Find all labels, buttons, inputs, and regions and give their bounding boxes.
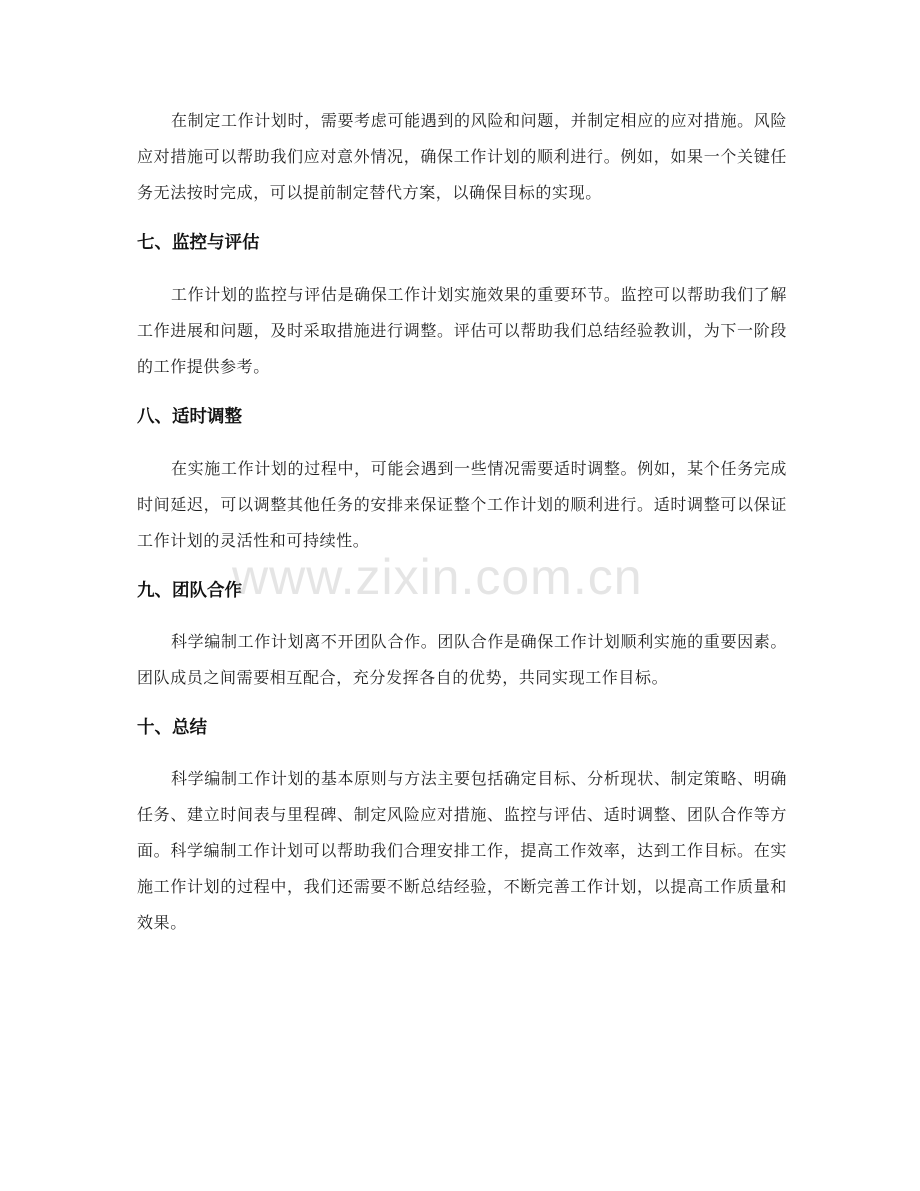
paragraph-monitoring-evaluation: 工作计划的监控与评估是确保工作计划实施效果的重要环节。监控可以帮助我们了解工作进展和问题，及时采取措施进行调整。评估可以帮助我们总结经验教训，为下一阶段的工作提供参考。 bbox=[137, 285, 787, 376]
heading-teamwork: 九、团队合作 bbox=[137, 581, 242, 601]
paragraph-timely-adjustment: 在实施工作计划的过程中，可能会遇到一些情况需要适时调整。例如，某个任务完成时间延迟，可以调整其他任务的安排来保证整个工作计划的顺利进行。适时调整可以保证工作计划的灵活性和可持续性。 bbox=[137, 459, 787, 550]
heading-monitoring-evaluation: 七、监控与评估 bbox=[137, 233, 260, 253]
paragraph-risk-measures: 在制定工作计划时，需要考虑可能遇到的风险和问题，并制定相应的应对措施。风险应对措施可以帮助我们应对意外情况，确保工作计划的顺利进行。例如，如果一个关键任务无法按时完成，可以提前制定替代方案，以确保目标的实现。 bbox=[137, 111, 787, 202]
heading-timely-adjustment: 八、适时调整 bbox=[137, 407, 242, 427]
paragraph-summary: 科学编制工作计划的基本原则与方法主要包括确定目标、分析现状、制定策略、明确任务、建立时间表与里程碑、制定风险应对措施、监控与评估、适时调整、团队合作等方面。科学编制工作计划可以帮助我们合理安排工作，提高工作效率，达到工作目标。在实施工作计划的过程中，我们还需要不断总结经验，不断完善工作计划，以提高工作质量和效果。 bbox=[137, 769, 787, 932]
watermark: www.zixin.com.cn bbox=[232, 549, 643, 605]
heading-summary: 十、总结 bbox=[137, 718, 207, 738]
paragraph-teamwork: 科学编制工作计划离不开团队合作。团队合作是确保工作计划顺利实施的重要因素。团队成员之间需要相互配合，充分发挥各自的优势，共同实现工作目标。 bbox=[137, 632, 787, 687]
